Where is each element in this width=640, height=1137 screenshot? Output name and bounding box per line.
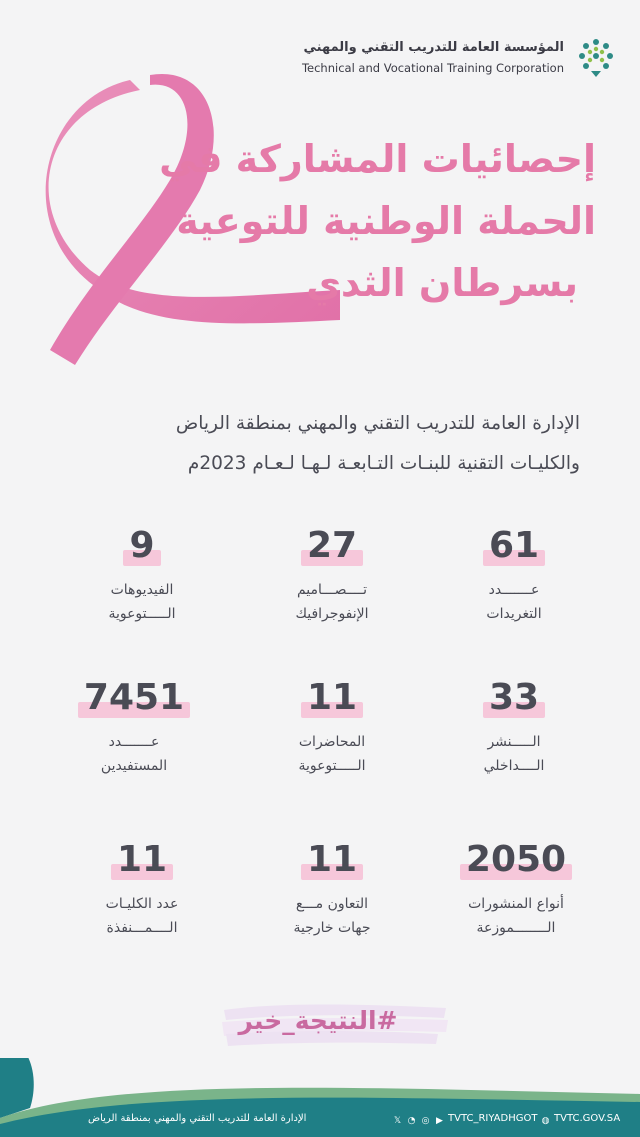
x-icon[interactable]: 𝕏 bbox=[393, 1116, 402, 1126]
stat-colleges bbox=[52, 838, 232, 940]
stat-label: الـــــتوعوية bbox=[298, 758, 366, 774]
stat-videos bbox=[52, 524, 232, 626]
stat-value: 27 bbox=[306, 525, 358, 566]
stat-label: تــــصـــاميم bbox=[296, 582, 368, 598]
stat-label: الــــمـــنفذة bbox=[106, 920, 178, 936]
org-name-arabic: المؤسسة العامة للتدريب التقني والمهني bbox=[303, 40, 564, 55]
globe-icon: ◍ bbox=[541, 1116, 550, 1126]
title-line-1: إحصائيات المشاركة في bbox=[159, 137, 596, 181]
subtitle-line-1: الإدارة العامة للتدريب التقني والمهني بمنطقة الرياض bbox=[175, 413, 580, 434]
instagram-icon[interactable]: ◎ bbox=[421, 1116, 430, 1126]
stat-value: 61 bbox=[488, 525, 540, 566]
stat-label: جهات خارجية bbox=[293, 920, 371, 936]
stat-value: 33 bbox=[488, 677, 540, 718]
stat-beneficiaries bbox=[44, 676, 224, 778]
footer-website[interactable] bbox=[540, 1113, 620, 1127]
stat-lectures bbox=[242, 676, 422, 778]
title-line-2: الحملة الوطنية للتوعية bbox=[176, 199, 596, 243]
stat-value: 11 bbox=[306, 839, 358, 880]
social-handle: TVTC_RIYADHGOT bbox=[448, 1113, 538, 1124]
stat-label: عدد الكليـات bbox=[105, 896, 179, 912]
footer-department: الإدارة العامة للتدريب التقني والمهني بمنطقة الرياض bbox=[88, 1113, 307, 1124]
stat-value: 2050 bbox=[465, 839, 567, 880]
stat-value: 9 bbox=[129, 525, 155, 566]
stat-label: الإنفوجرافيك bbox=[295, 606, 369, 622]
stat-label: الـــــتوعوية bbox=[108, 606, 176, 622]
stat-label: الــــــــموزعة bbox=[476, 920, 556, 936]
snapchat-icon[interactable]: ◔ bbox=[407, 1116, 416, 1126]
website-url: TVTC.GOV.SA bbox=[554, 1113, 621, 1124]
org-name-english: Technical and Vocational Training Corporation bbox=[301, 61, 564, 75]
stat-internal-posts bbox=[424, 676, 604, 778]
stat-value: 11 bbox=[306, 677, 358, 718]
stat-value: 11 bbox=[116, 839, 168, 880]
tvtc-logo-icon bbox=[574, 34, 618, 80]
title-line-3: بسرطان الثدي bbox=[306, 261, 578, 305]
stat-infographics bbox=[242, 524, 422, 626]
stat-label: المحاضرات bbox=[298, 734, 366, 750]
stat-publications bbox=[426, 838, 606, 940]
stat-label: المستفيدين bbox=[100, 758, 168, 774]
subtitle bbox=[20, 404, 580, 484]
stat-label: عـــــــدد bbox=[488, 582, 540, 598]
stat-value: 7451 bbox=[83, 677, 185, 718]
stat-tweets bbox=[424, 524, 604, 626]
campaign-hashtag: #النتيجة_خير bbox=[238, 1006, 398, 1035]
footer-social[interactable] bbox=[392, 1113, 537, 1127]
stat-label: الفيديوهات bbox=[110, 582, 174, 598]
stat-label: الــــداخلي bbox=[483, 758, 545, 774]
page-title bbox=[76, 128, 596, 314]
stat-label: التغريدات bbox=[486, 606, 542, 622]
stat-label: الـــــنشر bbox=[487, 734, 541, 750]
youtube-icon[interactable]: ▶ bbox=[436, 1116, 443, 1126]
stat-label: أنواع المنشورات bbox=[468, 896, 564, 912]
stat-label: عـــــــدد bbox=[108, 734, 160, 750]
stat-partnerships bbox=[242, 838, 422, 940]
subtitle-line-2: والكليـات التقنية للبنـات التـابعـة لـهـا لـعـام 2023م bbox=[187, 453, 580, 474]
stat-label: التعاون مـــع bbox=[295, 896, 369, 912]
hashtag-block bbox=[218, 1000, 450, 1048]
